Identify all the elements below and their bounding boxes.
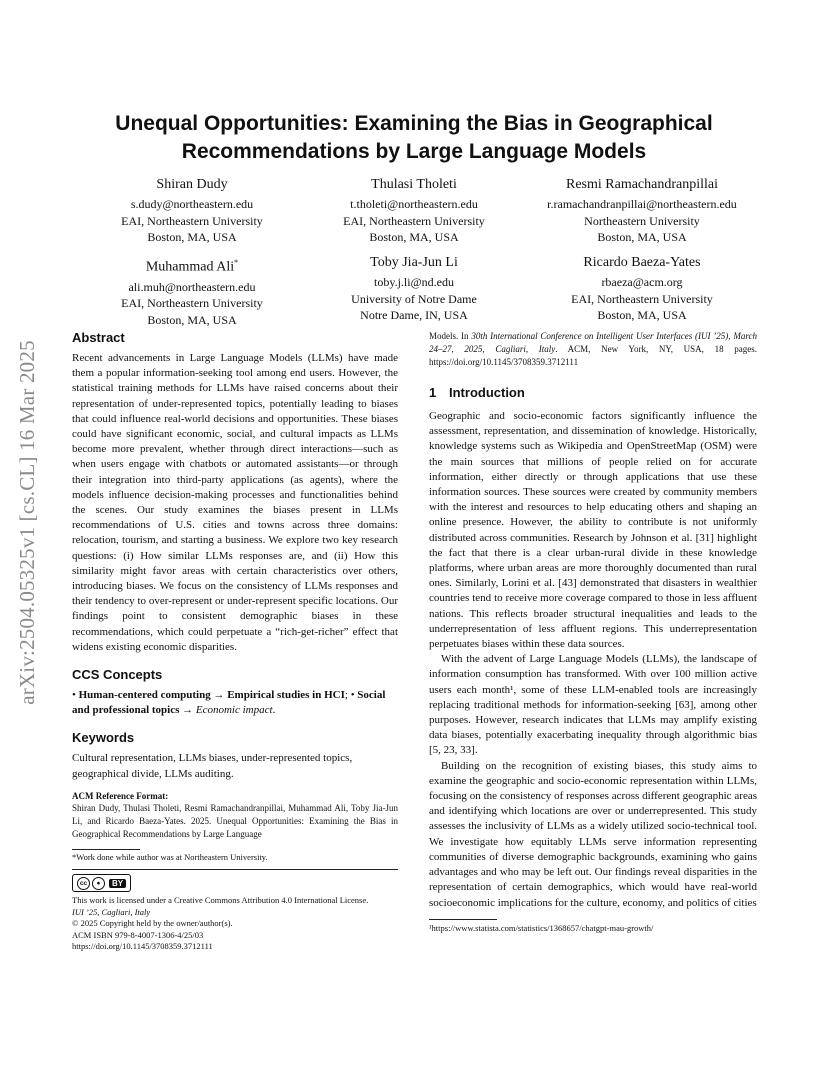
footnote-divider	[429, 919, 497, 920]
keywords-text: Cultural representation, LLMs biases, under-represented topics, geographical divide, LLMs auditing.	[72, 752, 353, 780]
reference-format-continued	[429, 330, 757, 369]
arxiv-identifier-stamp	[14, 285, 40, 760]
arrow-icon: →	[213, 689, 225, 702]
ccs-concept-sub: Economic impact	[195, 704, 273, 717]
introduction-heading	[429, 385, 757, 401]
author-block-1	[82, 175, 302, 246]
section-title: Introduction	[449, 385, 525, 400]
author-block-5	[304, 253, 524, 324]
ccs-concept-main: Social and professional topics	[72, 689, 386, 717]
author-email: rbaeza@acm.org	[601, 275, 683, 289]
author-footnote-mark: *	[234, 258, 239, 267]
keywords-heading: Keywords	[72, 730, 135, 746]
intro-paragraph-1: Geographic and socio-economic factors significantly influence the assessment, representation, and dissemination of knowledge. Historically, knowledge systems such as Wikipedia and OpenStreetMap (OSM) were the main sources that millions of people relied on for accurate information, either directly or through applications that use these information sources. These sources were created by community members with the interest and resources to help educating others and shaping an online presence. However, the ability to contribute is not uniformly distributed across communities. Research by Johnson et al. [31] highlight the fact that there is a clear urban-rural divide in these knowledge platforms, where urban areas are more thoroughly documented than rural ones. Similarly, Lorini et al. [43] demonstrated that disasters in wealthier countries tend to receive more coverage compared to those in less affluent nations. This reflects broader structural inequalities and leads to the underrepresentation of less affluent regions. This underrepresentation perpetuates biases within these data sources.	[429, 410, 757, 651]
arxiv-stamp-text: arXiv:2504.05325v1 [cs.CL] 16 Mar 2025	[14, 340, 39, 705]
abstract-heading: Abstract	[72, 330, 125, 345]
author-block-2	[304, 175, 524, 246]
ccs-concept-main: Human-centered computing	[78, 689, 211, 702]
author-block-6	[526, 253, 758, 324]
author-name-text: Muhammad Ali	[145, 259, 235, 275]
cc-logo-icon: cc	[77, 877, 90, 890]
author-name	[82, 253, 302, 278]
creative-commons-icon	[72, 874, 131, 892]
reference-venue: 30th International Conference on Intelligent User Interfaces (IUI ’25), March 24–27, 2025, Cagliari, Italy	[429, 331, 757, 354]
ccs-heading: CCS Concepts	[72, 667, 163, 683]
author-block-3	[526, 175, 758, 246]
paper-title: Unequal Opportunities: Examining the Bias in Geographical Recommendations by Large Language Models	[115, 112, 713, 163]
section-number: 1	[429, 385, 437, 400]
author-name: Ricardo Baeza-Yates	[583, 255, 701, 270]
author-affiliation: EAI, Northeastern University	[571, 291, 713, 306]
author-affiliation: EAI, Northeastern University	[121, 296, 263, 311]
conference-venue: IUI ’25, Cagliari, Italy	[72, 906, 151, 917]
right-column	[429, 330, 757, 934]
copyright-text: © 2025 Copyright held by the owner/author(s).	[72, 918, 233, 929]
footnote-divider	[72, 849, 140, 850]
author-name: Shiran Dudy	[156, 177, 228, 192]
footnote-url[interactable]: ¹https://www.statista.com/statistics/1368657/chatgpt-mau-growth/	[429, 922, 654, 933]
bullet: •	[350, 689, 355, 702]
author-block-4	[82, 253, 302, 328]
author-location: Boston, MA, USA	[369, 230, 459, 244]
author-location: Boston, MA, USA	[147, 230, 237, 244]
author-footnote: *Work done while author was at Northeastern University.	[72, 851, 268, 862]
author-affiliation: Northeastern University	[584, 213, 700, 228]
author-name: Toby Jia-Jun Li	[370, 255, 458, 270]
author-affiliation: EAI, Northeastern University	[343, 213, 485, 228]
intro-paragraph-2: With the advent of Large Language Models (LLMs), the landscape of information consumption has transformed. With over 100 million active users each month¹, some of these LLM-enabled tools are increasingly replacing traditional methods for information-seeking [63], among other purposes. However, research indicates that LLMs may amplify existing data biases, potentially exacerbating inequality through algorithmic bias [5, 23, 33].	[429, 653, 757, 757]
author-name: Thulasi Tholeti	[371, 177, 457, 192]
intro-paragraph-3: Building on the recognition of existing biases, this study aims to examine the geographic and socio-economic representation within LLMs, focusing on the consistency of responses across different geographic areas and identifying which locations are over or underrepresented. This study assesses the inclusivity of LLMs as a widely utilized socio-technical tool. We investigate how equitably LLMs serve information representing communities of diverse demographic backgrounds, examining who gains advantages and who may be left out. Our findings reveal disparities in the representation of certain demographics, which would have real-world socioeconomic implications for the culture, economy, and politics of cities	[429, 759, 757, 909]
author-location: Boston, MA, USA	[147, 312, 237, 327]
by-label: BY	[109, 879, 126, 888]
author-email: s.dudy@northeastern.edu	[130, 197, 254, 211]
author-location: Boston, MA, USA	[597, 230, 687, 244]
abstract-text: Recent advancements in Large Language Models (LLMs) have made them a popular information-seeking tool among end users. However, the statistical training methods for LLMs have raised concerns about their representation of under-represented topics, potentially leading to biases that could influence real-world decisions and opportunities. These biases could have significant economic, social, and cultural impacts as LLMs become more prevalent, whether through direct interactions—such as when users engage with chatbots or automated assistants—or through their integration into third-party applications (as agents), where the models influence decision-making processes and functionalities behind the scenes. Our study examines the biases present in LLMs recommendations of U.S. cities and towns across three domains: relocation, tourism, and starting a business. We explore two key research questions: (i) How similar LLMs responses are, and (ii) How this similarity might favor areas with certain characteristics over others, introducing biases. We focus on the consistency of LLMs responses and their tendency to over-represent or under-represent specific locations. Our findings point to consistent demographic biases in these recommendations, which could perpetuate a “rich-get-richer” effect that widens existing economic disparities.	[72, 352, 398, 653]
bullet: •	[72, 689, 76, 702]
reference-format-heading: ACM Reference Format:	[72, 790, 169, 801]
reference-format-text: Shiran Dudy, Thulasi Tholeti, Resmi Ramachandranpillai, Muhammad Ali, Toby Jia-Jun Li, and Ricardo Baeza-Yates. 2025. Unequal Opportunities: Examining the Bias in Geographical Recommendations by Large Language	[72, 802, 398, 839]
doi-link[interactable]: https://doi.org/10.1145/3708359.3712111	[72, 941, 213, 952]
arrow-icon: →	[182, 704, 194, 717]
author-email: r.ramachandranpillai@northeastern.edu	[547, 197, 737, 211]
license-text: This work is licensed under a Creative Commons Attribution 4.0 International License.	[72, 895, 369, 906]
author-affiliation: EAI, Northeastern University	[121, 213, 263, 228]
author-affiliation: University of Notre Dame	[351, 291, 477, 306]
left-column	[72, 330, 398, 953]
author-location: Notre Dame, IN, USA	[360, 308, 468, 322]
author-email: t.tholeti@northeastern.edu	[350, 197, 478, 211]
author-email: toby.j.li@nd.edu	[374, 275, 454, 289]
ccs-concepts-list: • Human-centered computing → Empirical studies in HCI; • Social and professional topics → Economic impact.	[72, 689, 386, 717]
author-location: Boston, MA, USA	[597, 308, 687, 322]
author-email: ali.muh@northeastern.edu	[128, 279, 256, 294]
isbn-text: ACM ISBN 979-8-4007-1306-4/25/03	[72, 929, 204, 940]
license-divider	[72, 869, 398, 870]
reference-text-end: . ACM, New York, NY, USA, 18 pages. https://doi.org/10.1145/3708359.3712111	[429, 344, 757, 367]
author-name: Resmi Ramachandranpillai	[565, 177, 718, 192]
reference-text: Models. In	[429, 331, 472, 341]
ccs-concept-sub: Empirical studies in HCI	[227, 689, 345, 702]
person-icon: ●	[92, 877, 105, 890]
